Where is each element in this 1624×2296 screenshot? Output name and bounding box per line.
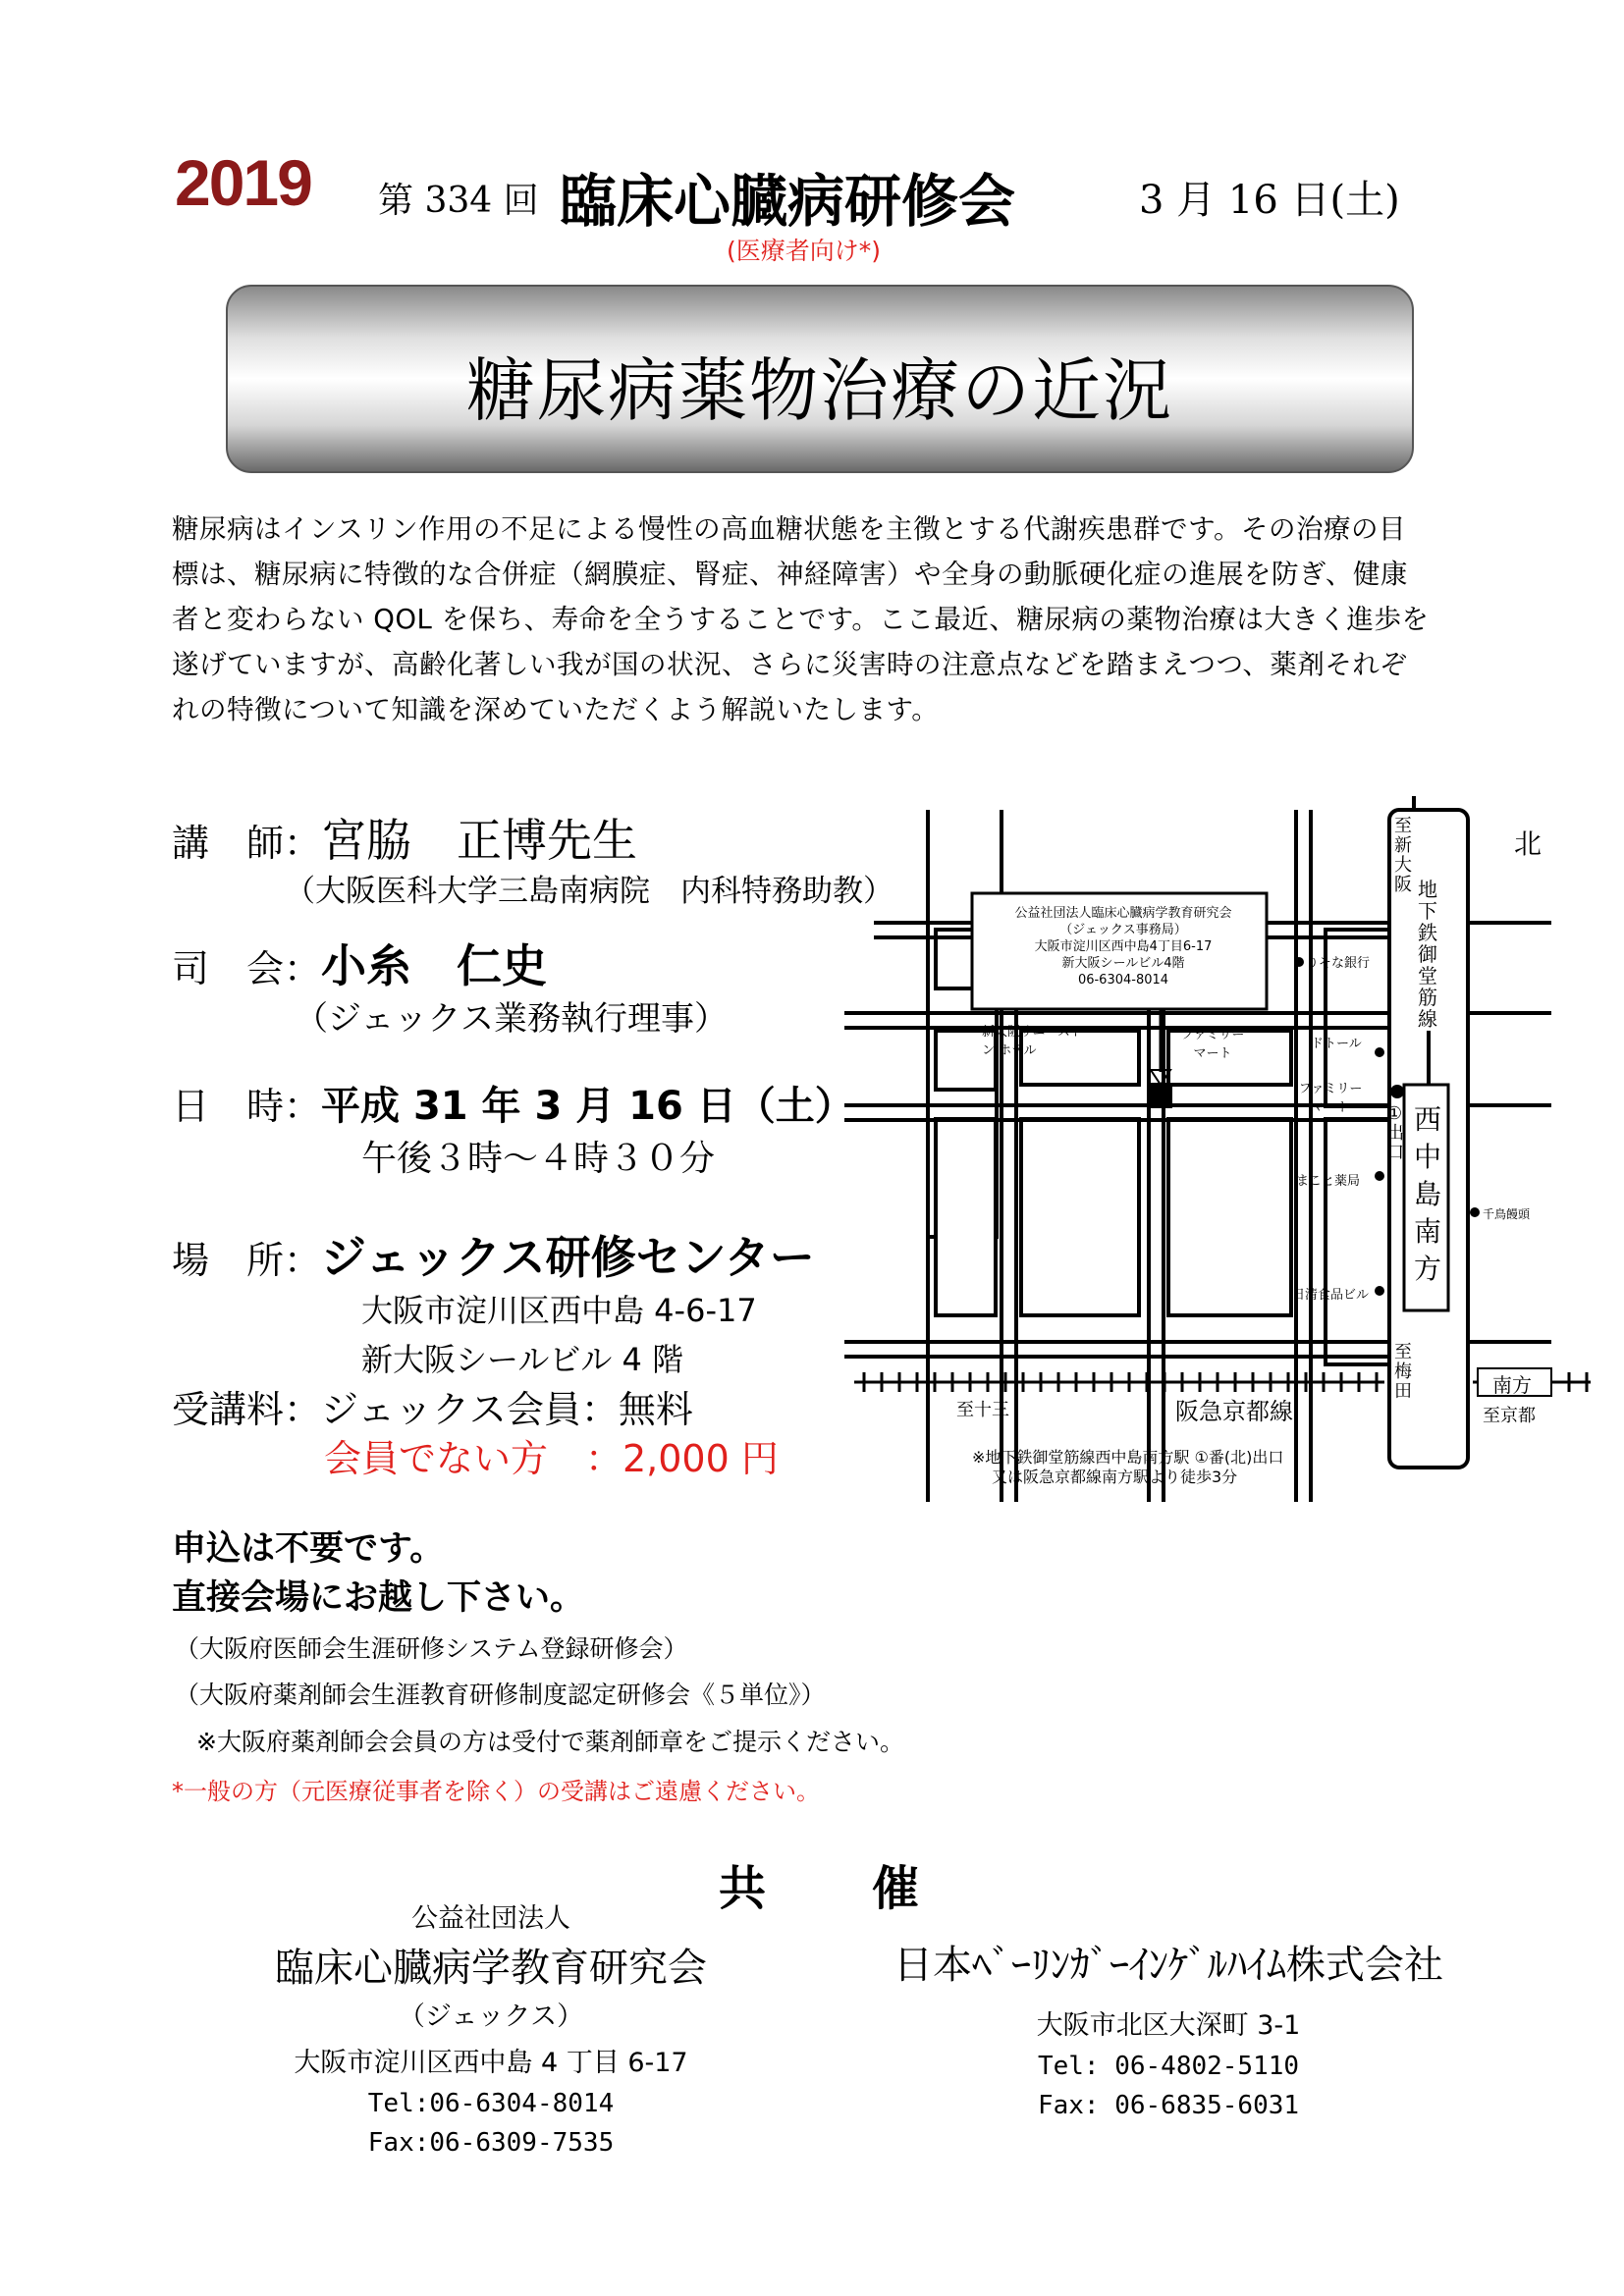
intro-line: れの特徴について知識を深めていただくよう解説いたします。 xyxy=(172,694,940,725)
fee-member: ジェックス会員：無料 xyxy=(321,1388,693,1431)
intro-line: 標は、糖尿病に特徴的な合併症（網膜症、腎症、神経障害）や全身の動脈硬化症の進展を防ぎ、健康 xyxy=(172,559,1408,590)
exit-label: ①出口 xyxy=(1386,1103,1404,1163)
datetime-row xyxy=(172,1075,854,1131)
conference-date: 3 月 16 日(土) xyxy=(1139,178,1400,223)
to-juso-label: 至十三 xyxy=(956,1400,1009,1420)
sponsor-right-address: 大阪市北区大深町 3-1 xyxy=(1036,2010,1301,2041)
no-registration: 申込は不要です。 xyxy=(172,1529,445,1569)
to-shinosaka-label: 至新大阪 xyxy=(1394,816,1412,895)
general-public-warning: *一般の方（元医療従事者を除く）の受講はご遠慮ください。 xyxy=(172,1778,820,1805)
venue-marker xyxy=(1147,1083,1172,1108)
office-callout xyxy=(976,905,1271,988)
venue-address: 大阪市淀川区西中島 4-6-17 xyxy=(361,1292,757,1329)
hankyu-line-label: 阪急京都線 xyxy=(1175,1398,1293,1425)
note-pharma-badge: ※大阪府薬剤師会会員の方は受付で薬剤師章をご提示ください。 xyxy=(196,1728,904,1756)
title-banner xyxy=(226,285,1414,473)
station-label: 西中島南方 xyxy=(1414,1103,1442,1285)
lecturer-label: 講 師： xyxy=(172,822,322,865)
year: 2019 xyxy=(175,146,311,219)
office-abbr: （ジェックス事務局） xyxy=(1059,923,1187,937)
sponsor-left-fax: Fax:06-6309-7535 xyxy=(367,2128,615,2158)
senkyo-label: 千鳥饅頭 xyxy=(1483,1207,1531,1221)
hotel-label: 新大阪サニーストン ホテル xyxy=(982,1025,1083,1058)
chair-label: 司 会： xyxy=(172,947,322,990)
makoto-pharmacy-label: まこと薬局 xyxy=(1296,1174,1361,1189)
venue-row xyxy=(172,1222,815,1287)
to-kyoto-label: 至京都 xyxy=(1483,1406,1536,1426)
office-address: 大阪市淀川区西中島4丁目6-17 xyxy=(1034,939,1213,954)
sponsor-right-fax: Fax: 06-6835-6031 xyxy=(1037,2091,1300,2120)
introduction xyxy=(172,507,1468,732)
fee-row xyxy=(172,1379,693,1433)
chair-row xyxy=(172,931,547,995)
sponsor-jecs xyxy=(177,1896,805,2158)
fee-label: 受講料： xyxy=(172,1388,322,1431)
note-pharma-association: （大阪府薬剤師会生涯教育研修制度認定研修会《５単位》） xyxy=(175,1681,826,1709)
doutor-label: ドトール xyxy=(1311,1037,1362,1051)
sponsor-boehringer xyxy=(844,1934,1492,2120)
lecturer-affiliation: （大阪医科大学三島南病院 内科特務助教） xyxy=(285,874,893,909)
lecturer-name: 宮脇 正博先生 xyxy=(321,814,638,867)
venue-name: ジェックス研修センター xyxy=(321,1231,815,1284)
minamikata-label: 南方 xyxy=(1492,1373,1532,1397)
chair-name: 小糸 仁史 xyxy=(321,939,548,992)
sponsor-left-type: 公益社団法人 xyxy=(411,1903,570,1934)
sponsor-left-name: 臨床心臓病学教育研究会 xyxy=(275,1946,707,1991)
familymart-label-2: ファミリー マート xyxy=(1298,1082,1363,1115)
north-label: 北 xyxy=(1514,828,1543,860)
sponsor-left-abbr: （ジェックス） xyxy=(398,2002,584,2032)
venue-label: 場 所： xyxy=(172,1239,322,1282)
event-date: 平成 31 年 3 月 16 日（土） xyxy=(321,1084,854,1129)
lecturer-row xyxy=(172,805,637,870)
nissin-building-label: 日清食品ビル xyxy=(1292,1288,1370,1303)
sponsor-right-name: 日本ﾍﾞｰﾘﾝｶﾞｰｲﾝｹﾞﾙﾊｲﾑ株式会社 xyxy=(893,1943,1443,1988)
sponsor-right-tel: Tel: 06-4802-5110 xyxy=(1037,2052,1300,2081)
chair-affiliation: （ジェックス業務執行理事） xyxy=(295,999,728,1039)
cosponsor-heading: 共 催 xyxy=(719,1861,949,1916)
fee-nonmember: 会員でない方 ：2,000 円 xyxy=(324,1437,779,1480)
direct-attend: 直接会場にお越し下さい。 xyxy=(172,1578,585,1618)
sponsor-left-address: 大阪市淀川区西中島 4 丁目 6-17 xyxy=(294,2048,688,2078)
audience-note: (医療者向け*) xyxy=(727,237,882,265)
sponsor-left-tel: Tel:06-6304-8014 xyxy=(367,2089,615,2118)
lecture-title: 糖尿病薬物治療の近況 xyxy=(466,350,1173,431)
event-time: 午後３時～４時３０分 xyxy=(361,1139,716,1179)
subway-line-label: 地下鉄御堂筋線 xyxy=(1418,878,1437,1031)
familymart-label-1: ファミリー マート xyxy=(1180,1028,1245,1061)
risona-bank-label: りそな銀行 xyxy=(1306,956,1371,971)
datetime-label: 日 時： xyxy=(172,1085,322,1128)
access-note-2: 又は阪急京都線南方駅より徒歩3分 xyxy=(992,1468,1238,1486)
note-medical-association: （大阪府医師会生涯研修システム登録研修会） xyxy=(175,1634,688,1663)
to-umeda-label: 至梅田 xyxy=(1394,1342,1412,1402)
intro-line: 者と変わらない QOL を保ち、寿命を全うすることです。ここ最近、糖尿病の薬物治療は大きく進歩を xyxy=(172,604,1430,635)
venue-building: 新大阪シールビル 4 階 xyxy=(361,1341,684,1378)
access-note-1: ※地下鉄御堂筋線西中島南方駅 ①番(北)出口 xyxy=(972,1448,1284,1467)
office-phone: 06-6304-8014 xyxy=(1077,973,1169,988)
conference-title: 臨床心臓病研修会 xyxy=(560,168,1016,235)
session-number: 第 334 回 xyxy=(378,181,539,221)
intro-line: 糖尿病はインスリン作用の不足による慢性の高血糖状態を主徴とする代謝疾患群です。その治療の目 xyxy=(172,513,1406,545)
office-org: 公益社団法人臨床心臓病学教育研究会 xyxy=(1014,906,1232,921)
intro-line: 遂げていますが、高齢化著しい我が国の状況、さらに災害時の注意点などを踏まえつつ、薬剤それぞ xyxy=(172,649,1408,680)
office-building: 新大阪シールビル4階 xyxy=(1061,956,1185,971)
